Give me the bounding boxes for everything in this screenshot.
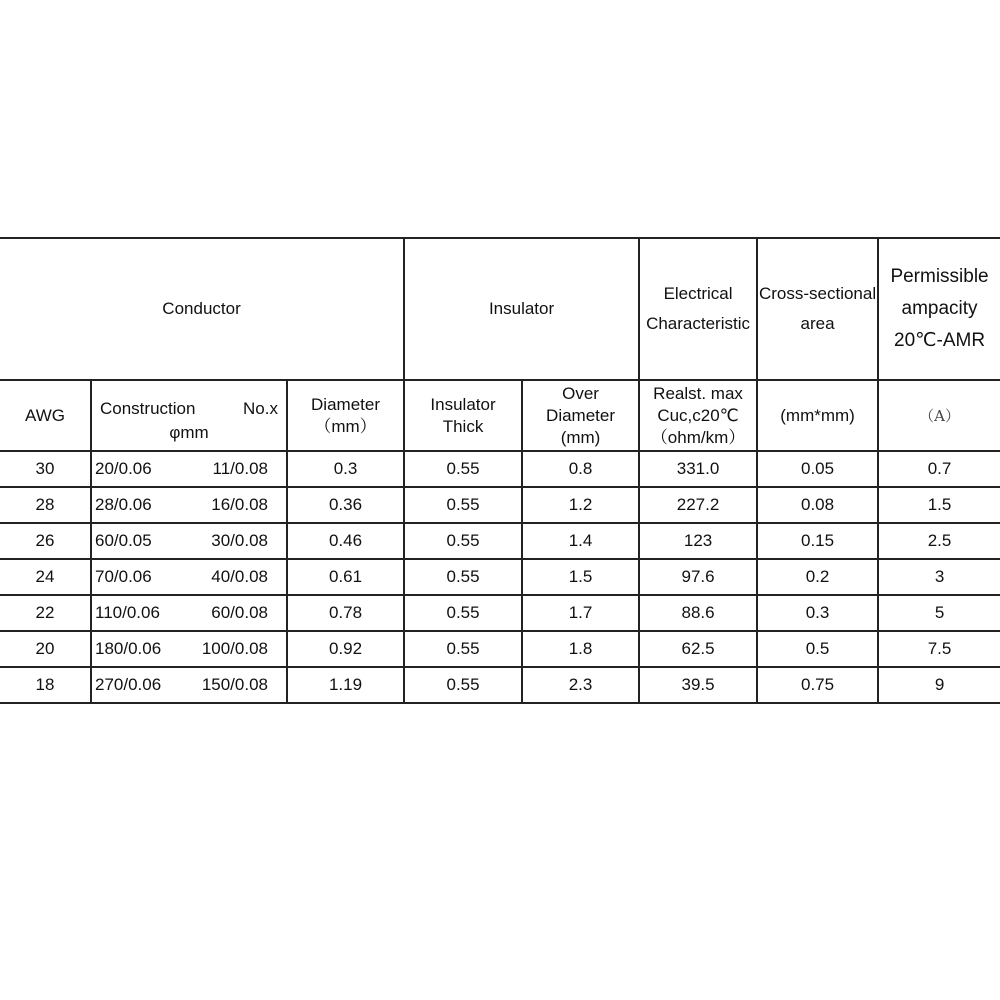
insulator-thick-cell: 0.55 xyxy=(404,559,522,595)
awg-cell: 18 xyxy=(0,667,91,703)
awg-label: AWG xyxy=(25,405,65,425)
over-diameter-column-header xyxy=(522,380,639,451)
construction-alt-value: 100/0.08 xyxy=(201,639,268,658)
conductor-label: Conductor xyxy=(162,299,241,318)
area-cell: 0.08 xyxy=(757,487,878,523)
no-x-label: No.x xyxy=(243,398,278,418)
table-row xyxy=(0,451,1000,487)
resistance-cell: 39.5 xyxy=(639,667,757,703)
resistance-cell: 123 xyxy=(639,523,757,559)
resistance-cell: 97.6 xyxy=(639,559,757,595)
ampacity-label-line1: Permissible xyxy=(890,266,989,287)
diameter-cell: 0.61 xyxy=(287,559,404,595)
construction-alt-value: 60/0.08 xyxy=(211,603,268,622)
construction-strand-value: 70/0.06 xyxy=(95,567,152,586)
construction-cell xyxy=(91,595,287,631)
insulator-thick-cell: 0.55 xyxy=(404,595,522,631)
area-cell: 0.15 xyxy=(757,523,878,559)
cross-section-group-header xyxy=(757,238,878,380)
diameter-label: Diameter xyxy=(311,394,380,414)
over-diameter-label-line1: Over xyxy=(562,383,599,403)
electrical-group-header xyxy=(639,238,757,380)
table-row xyxy=(0,559,1000,595)
insulator-label: Insulator xyxy=(488,299,555,318)
diameter-cell: 0.78 xyxy=(287,595,404,631)
ampacity-label-line2: ampacity xyxy=(901,298,978,319)
table-row xyxy=(0,631,1000,667)
insulator-thick-cell: 0.55 xyxy=(404,523,522,559)
diameter-cell: 0.46 xyxy=(287,523,404,559)
cross-section-label-line1: Cross-sectional xyxy=(758,284,877,303)
resistance-cell: 331.0 xyxy=(639,451,757,487)
over-diameter-label-line2: Diameter xyxy=(546,405,616,425)
column-header-row xyxy=(0,380,1000,451)
awg-cell: 30 xyxy=(0,451,91,487)
construction-strand-value: 20/0.06 xyxy=(95,459,152,478)
construction-strand-value: 270/0.06 xyxy=(95,675,162,694)
phi-mm-label: φmm xyxy=(169,422,209,442)
group-header-row xyxy=(0,238,1000,380)
table-row xyxy=(0,667,1000,703)
diameter-cell: 0.3 xyxy=(287,451,404,487)
awg-cell: 28 xyxy=(0,487,91,523)
over-diameter-cell: 1.4 xyxy=(522,523,639,559)
area-unit: (mm*mm) xyxy=(780,405,855,425)
over-diameter-cell: 1.5 xyxy=(522,559,639,595)
ampacity-group-header xyxy=(878,238,1000,380)
ampacity-label-line3: 20℃-AMR xyxy=(894,330,986,351)
resistance-label-line2: Cuc,c20℃ xyxy=(657,405,739,425)
over-diameter-cell: 2.3 xyxy=(522,667,639,703)
cross-section-label-line2: area xyxy=(800,314,835,333)
resistance-cell: 62.5 xyxy=(639,631,757,667)
insulator-thick-label-line2: Thick xyxy=(442,416,484,436)
ampacity-cell: 5 xyxy=(878,595,1000,631)
construction-cell xyxy=(91,487,287,523)
construction-strand-value: 60/0.05 xyxy=(95,531,152,550)
resistance-unit: （ohm/km） xyxy=(650,427,746,447)
area-cell: 0.3 xyxy=(757,595,878,631)
electrical-label-line1: Electrical xyxy=(663,284,733,303)
diameter-cell: 0.92 xyxy=(287,631,404,667)
insulator-thick-cell: 0.55 xyxy=(404,487,522,523)
awg-column-header xyxy=(0,380,91,451)
construction-strand-value: 180/0.06 xyxy=(95,639,162,658)
construction-alt-value: 16/0.08 xyxy=(211,495,268,514)
resistance-cell: 227.2 xyxy=(639,487,757,523)
diameter-unit: （mm） xyxy=(314,416,377,436)
table-row xyxy=(0,487,1000,523)
awg-cell: 24 xyxy=(0,559,91,595)
ampacity-cell: 1.5 xyxy=(878,487,1000,523)
construction-alt-value: 30/0.08 xyxy=(211,531,268,550)
construction-cell xyxy=(91,523,287,559)
construction-cell xyxy=(91,559,287,595)
electrical-label-line2: Characteristic xyxy=(646,314,750,333)
construction-cell xyxy=(91,667,287,703)
conductor-group-header xyxy=(0,238,404,380)
construction-alt-value: 11/0.08 xyxy=(212,459,268,478)
resistance-cell: 88.6 xyxy=(639,595,757,631)
area-column-header xyxy=(757,380,878,451)
insulator-group-header xyxy=(404,238,639,380)
construction-strand-value: 28/0.06 xyxy=(95,495,152,514)
construction-column-header xyxy=(91,380,287,451)
awg-cell: 22 xyxy=(0,595,91,631)
over-diameter-cell: 1.7 xyxy=(522,595,639,631)
construction-cell xyxy=(91,451,287,487)
construction-label: Construction xyxy=(100,398,196,418)
construction-alt-value: 150/0.08 xyxy=(201,675,268,694)
diameter-column-header xyxy=(287,380,404,451)
ampacity-cell: 7.5 xyxy=(878,631,1000,667)
ampacity-cell: 9 xyxy=(878,667,1000,703)
construction-alt-value: 40/0.08 xyxy=(211,567,268,586)
over-diameter-cell: 1.8 xyxy=(522,631,639,667)
table-row xyxy=(0,523,1000,559)
insulator-thick-cell: 0.55 xyxy=(404,451,522,487)
over-diameter-unit: (mm) xyxy=(560,427,601,447)
ampacity-column-header xyxy=(878,380,1000,451)
ampacity-cell: 3 xyxy=(878,559,1000,595)
area-cell: 0.05 xyxy=(757,451,878,487)
area-cell: 0.5 xyxy=(757,631,878,667)
insulator-thick-cell: 0.55 xyxy=(404,631,522,667)
resistance-column-header xyxy=(639,380,757,451)
insulator-thick-cell: 0.55 xyxy=(404,667,522,703)
table-row xyxy=(0,595,1000,631)
diameter-cell: 0.36 xyxy=(287,487,404,523)
over-diameter-cell: 0.8 xyxy=(522,451,639,487)
ampacity-unit: （A） xyxy=(919,406,960,425)
insulator-thick-column-header xyxy=(404,380,522,451)
diameter-cell: 1.19 xyxy=(287,667,404,703)
ampacity-cell: 0.7 xyxy=(878,451,1000,487)
awg-cell: 20 xyxy=(0,631,91,667)
ampacity-cell: 2.5 xyxy=(878,523,1000,559)
resistance-label-line1: Realst. max xyxy=(653,383,743,403)
area-cell: 0.75 xyxy=(757,667,878,703)
construction-strand-value: 110/0.06 xyxy=(95,603,160,622)
construction-cell xyxy=(91,631,287,667)
over-diameter-cell: 1.2 xyxy=(522,487,639,523)
area-cell: 0.2 xyxy=(757,559,878,595)
wire-spec-table xyxy=(0,237,1000,704)
awg-cell: 26 xyxy=(0,523,91,559)
insulator-thick-label-line1: Insulator xyxy=(430,394,496,414)
